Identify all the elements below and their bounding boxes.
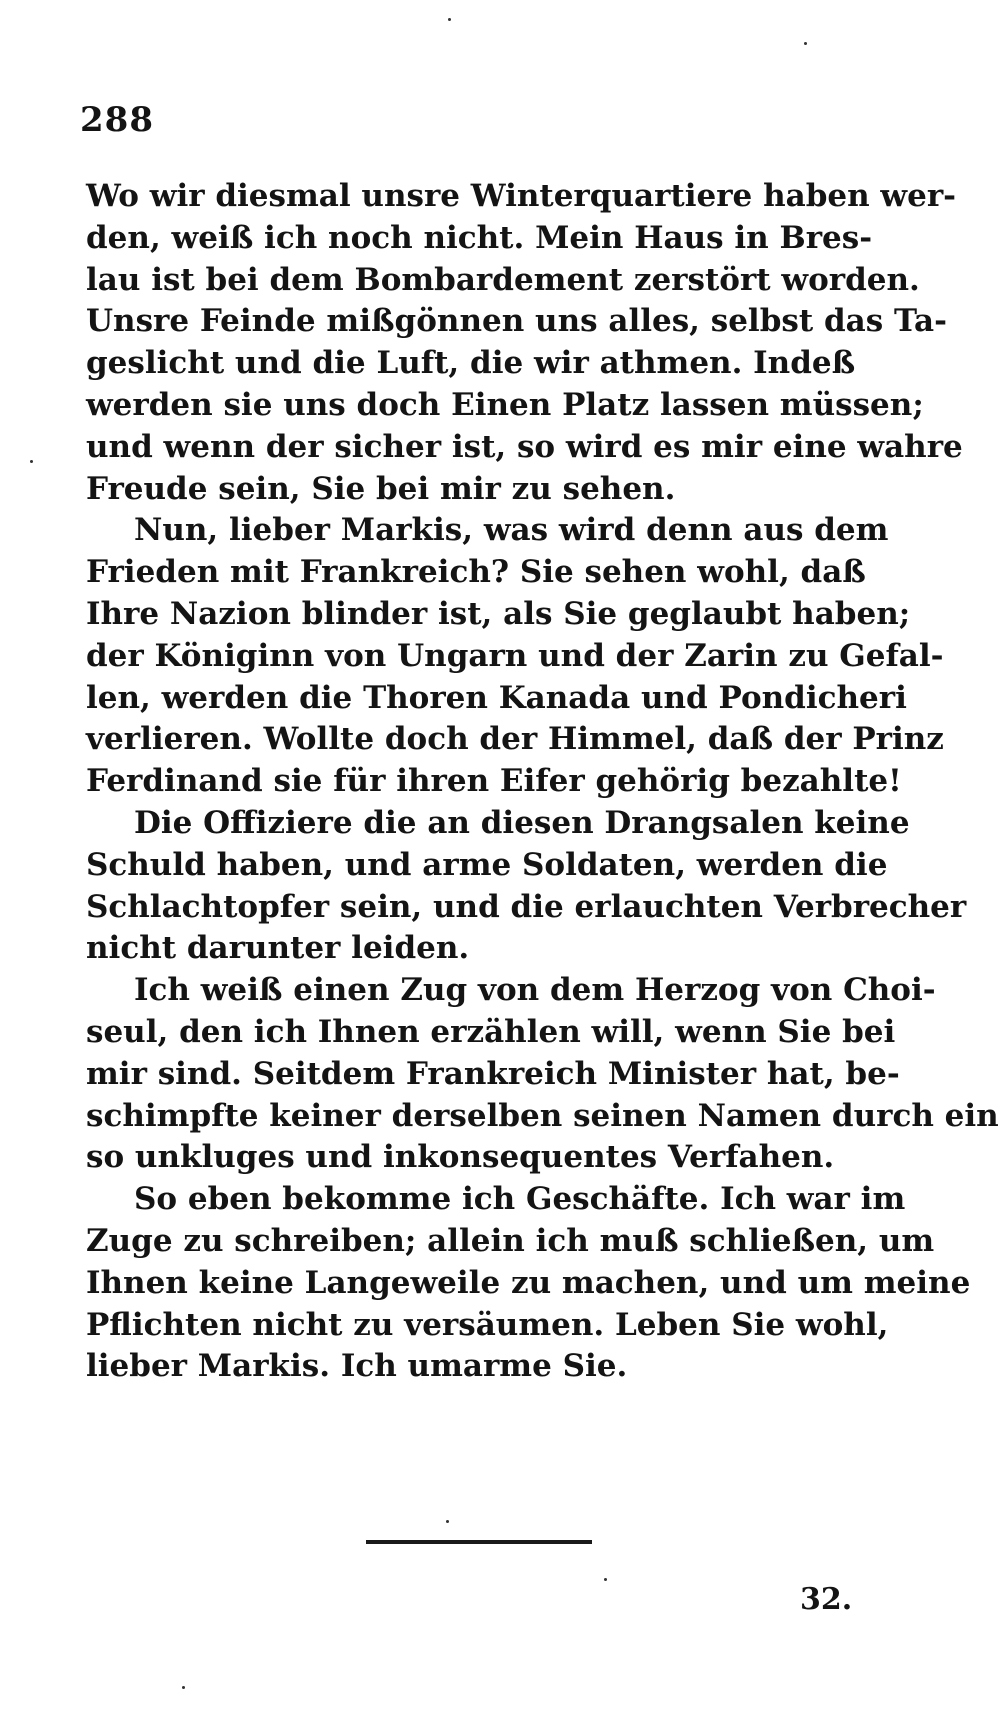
text-line: Schuld haben, und arme Soldaten, werden die	[86, 846, 888, 883]
text-line: Pflichten nicht zu versäumen. Leben Sie wohl,	[86, 1306, 889, 1343]
signature-mark: 32.	[800, 1582, 853, 1617]
text-line: Ihnen keine Langeweile zu machen, und um meine	[86, 1264, 971, 1301]
text-line: mir sind. Seitdem Frankreich Minister hat, be-	[86, 1055, 900, 1092]
text-line: und wenn der sicher ist, so wird es mir eine wahre	[86, 428, 963, 465]
text-line: nicht darunter leiden.	[86, 930, 470, 967]
paragraph-start-line: So eben bekomme ich Geschäfte. Ich war im	[134, 1181, 906, 1218]
text-line: Unsre Feinde mißgönnen uns alles, selbst das Ta-	[86, 303, 948, 340]
end-rule	[366, 1540, 592, 1544]
text-line: Frieden mit Frankreich? Sie sehen wohl, daß	[86, 554, 866, 591]
scan-speck	[446, 1520, 449, 1523]
text-line: Zuge zu schreiben; allein ich muß schließen, um	[86, 1222, 935, 1259]
letter-text	[86, 176, 999, 1388]
page-number: 288	[80, 100, 154, 140]
scan-speck	[604, 1578, 607, 1581]
paragraph-start-line: Nun, lieber Markis, was wird denn aus dem	[134, 512, 889, 549]
text-line: Ferdinand sie für ihren Eifer gehörig bezahlte!	[86, 763, 902, 800]
text-line: Schlachtopfer sein, und die erlauchten Verbrecher	[86, 888, 967, 925]
text-line: Freude sein, Sie bei mir zu sehen.	[86, 470, 676, 507]
text-line: Ihre Nazion blinder ist, als Sie geglaubt haben;	[86, 595, 911, 632]
text-line: len, werden die Thoren Kanada und Pondicheri	[86, 679, 907, 716]
text-line: werden sie uns doch Einen Platz lassen müssen;	[86, 386, 924, 423]
paragraph-start-line: Ich weiß einen Zug von dem Herzog von Choi-	[134, 972, 936, 1009]
text-line: seul, den ich Ihnen erzählen will, wenn Sie bei	[86, 1013, 896, 1050]
paragraph-start-line: Die Offiziere die an diesen Drangsalen keine	[134, 804, 910, 841]
scan-speck	[182, 1686, 185, 1689]
text-line: so unkluges und inkonsequentes Verfahen.	[86, 1139, 835, 1176]
text-line: verlieren. Wollte doch der Himmel, daß der Prinz	[86, 721, 944, 758]
text-line: den, weiß ich noch nicht. Mein Haus in Bres-	[86, 219, 873, 256]
scan-speck	[804, 42, 807, 45]
text-line: lau ist bei dem Bombardement zerstört worden.	[86, 261, 920, 298]
text-line: lieber Markis. Ich umarme Sie.	[86, 1348, 628, 1385]
text-line: schimpfte keiner derselben seinen Namen durch ein	[86, 1097, 999, 1134]
text-line: Wo wir diesmal unsre Winterquartiere haben wer-	[86, 178, 957, 214]
scan-speck	[30, 460, 33, 463]
scan-speck	[448, 18, 451, 21]
text-line: geslicht und die Luft, die wir athmen. Indeß	[86, 345, 856, 382]
text-line: der Königinn von Ungarn und der Zarin zu Gefal-	[86, 637, 944, 674]
